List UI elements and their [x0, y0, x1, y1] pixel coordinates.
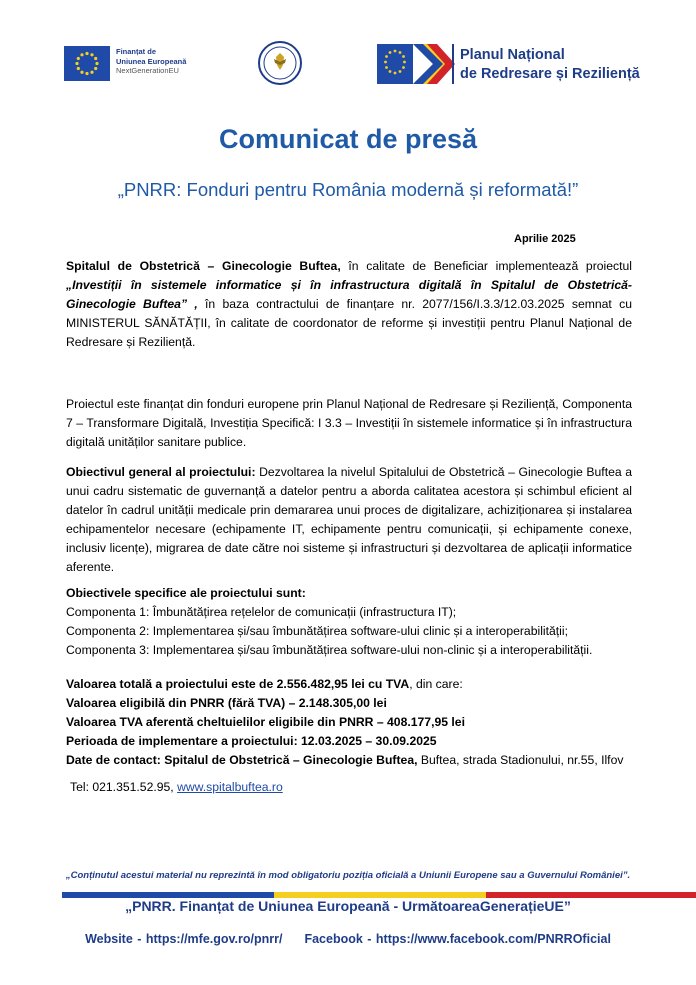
intro-paragraph: Spitalul de Obstetrică – Ginecologie Buftea, în calitate de Beneficiar implementează proiectul „Investiții în sistemele informatice și în infrastructura digitală în Spitalul de Obstetrică-Ginecologie Buftea” , în baza contractului de finanțare nr. 2077/156/I.3.3/12.03.2025 semnat cu MINISTERUL SĂNĂTĂȚII, în calitate de coordonator de reforme și investiții pentru Planul Național de Redresare și Reziliență.: [66, 259, 632, 349]
list-item: Componenta 1: Îmbunătățirea rețelelor de comunicații (infrastructura IT);: [66, 605, 457, 619]
pnrr-label: Planul Național de Redresare și Reziliență: [460, 47, 640, 82]
disclaimer: „Conținutul acestui material nu reprezintă în mod obligatoriu poziția oficială a Uniunii Europene sau a Guvernului României”.: [65, 870, 631, 881]
footer-website-link[interactable]: Website - https://mfe.gov.ro/pnrr/: [85, 932, 283, 946]
website-link[interactable]: www.spitalbuftea.ro: [177, 780, 283, 794]
specific-objectives: [66, 584, 632, 660]
footer-links: [0, 932, 696, 946]
vat-value: Valoarea TVA aferentă cheltuielilor eligibile din PNRR – 408.177,95 lei: [66, 715, 465, 729]
project-values: Valoarea totală a proiectului este de 2.556.482,95 lei cu TVA, din care: Valoarea eligibilă din PNRR (fără TVA) – 2.148.305,00 lei Valoarea TVA aferentă cheltuielilor eligibile din PNRR – 408.177,95 lei Perioada de implementare a proiectului: 12.03.2025 – 30.09.2025: [66, 677, 465, 748]
contact-details: Date de contact: Spitalul de Obstetrică – Ginecologie Buftea, Buftea, strada Stadionului, nr.55, Ilfov: [66, 753, 624, 767]
funding-paragraph: Proiectul este finanțat din fonduri europene prin Planul Național de Redresare și Reziliență, Componenta 7 – Transformare Digitală, Investiția Specifică: I 3.3 – Investiții în sistemele informatice și în infrastructura digitală unităților sanitare publice.: [66, 397, 632, 449]
list-item: Componenta 2: Implementarea și/sau îmbunătățirea software-ului clinic și a interoperabilității;: [66, 624, 568, 638]
total-value: Valoarea totală a proiectului este de 2.556.482,95 lei cu TVA: [66, 677, 410, 691]
footer-facebook-link[interactable]: Facebook - https://www.facebook.com/PNRROficial: [304, 932, 611, 946]
general-objective-paragraph: Obiectivul general al proiectului: Dezvoltarea la nivelul Spitalului de Obstetrică – Ginecologie Buftea a unui cadru sistematic de guvernanță a datelor pentru a aborda calitatea acestora și schimbul eficient al datelor în cadrul unității medicale prin demararea unui proces de digitalizare, achiziționarea și instalarea echipamentelor necesare (echipamente IT, echipamente pentru comunicații, și echipamente conexe, inclusiv licențe), migrarea de date către noi sisteme și infrastructuri și dezvoltarea de aplicații informatice aferente.: [66, 465, 632, 574]
objectives-heading: Obiectivele specifice ale proiectului sunt:: [66, 586, 306, 600]
implementation-period: Perioada de implementare a proiectului: 12.03.2025 – 30.09.2025: [66, 734, 437, 748]
contact-phone-line: [70, 778, 636, 797]
page-subtitle: „PNRR: Fonduri pentru România modernă și reformată!”: [117, 179, 579, 200]
page-title: Comunicat de presă: [218, 124, 478, 154]
eu-flag-icon: [64, 46, 110, 81]
romanian-government-seal-icon: [258, 41, 302, 85]
pnrr-logo-icon: [375, 38, 457, 90]
list-item: Componenta 3: Implementarea și/sau îmbunătățirea software-ului non-clinic și a interoperabilității.: [66, 643, 593, 657]
eu-funding-label: Finanțat de Uniunea Europeană NextGenerationEU: [116, 47, 187, 75]
header-divider: [452, 44, 454, 84]
flag-stripe: [62, 885, 696, 891]
release-date: Aprilie 2025: [514, 233, 576, 245]
footer-slogan: „PNRR. Finanțat de Uniunea Europeană - UrmătoareaGenerațieUE”: [125, 898, 571, 914]
eligible-value: Valoarea eligibilă din PNRR (fără TVA) – 2.148.305,00 lei: [66, 696, 387, 710]
header: [0, 38, 696, 98]
phone-number: Tel: 021.351.52.95,: [70, 780, 178, 794]
